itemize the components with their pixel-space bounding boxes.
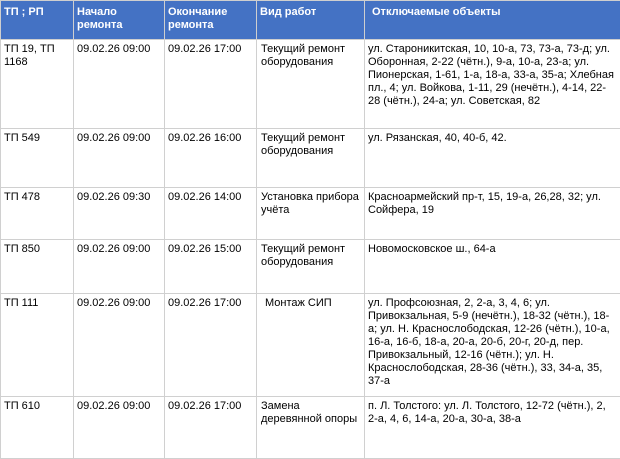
cell-tp: ТП 19, ТП 1168 [1, 40, 74, 129]
header-end: Окончание ремонта [165, 1, 257, 40]
header-start: Начало ремонта [74, 1, 165, 40]
cell-start: 09.02.26 09:00 [74, 40, 165, 129]
cell-tp: ТП 111 [1, 294, 74, 397]
header-tp: ТП ; РП [1, 1, 74, 40]
cell-start: 09.02.26 09:00 [74, 397, 165, 459]
cell-start: 09.02.26 09:30 [74, 188, 165, 240]
cell-objects: ул. Профсоюзная, 2, 2-а, 3, 4, 6; ул. Привокзальная, 5-9 (нечётн.), 18-32 (чётн.), 18-а; ул. Н. Краснослободская, 12-26 (чётн.), 10-а, 16-а, 16-б, 18-а, 20-а, 20-б, 20-г, 20-д, пер. Привокзальный, 12-16 (чётн.); ул. Н. Краснослободская, 28-36 (чётн.), 33, 34-а, 35, 37-а [365, 294, 620, 397]
cell-tp: ТП 850 [1, 240, 74, 294]
table-row [1, 188, 620, 240]
table-row [1, 40, 620, 129]
cell-work: Монтаж СИП [257, 294, 365, 397]
cell-work: Замена деревянной опоры [257, 397, 365, 459]
cell-objects: п. Л. Толстого: ул. Л. Толстого, 12-72 (чётн.), 2, 2-а, 4, 6, 14-а, 20-а, 30-а, 38-а [365, 397, 620, 459]
cell-end: 09.02.26 17:00 [165, 397, 257, 459]
table-row [1, 240, 620, 294]
cell-start: 09.02.26 09:00 [74, 240, 165, 294]
cell-work: Текущий ремонт оборудования [257, 40, 365, 129]
cell-objects: ул. Рязанская, 40, 40-б, 42. [365, 129, 620, 188]
cell-end: 09.02.26 14:00 [165, 188, 257, 240]
cell-end: 09.02.26 16:00 [165, 129, 257, 188]
cell-end: 09.02.26 17:00 [165, 40, 257, 129]
cell-objects: ул. Староникитская, 10, 10-а, 73, 73-а, 73-д; ул. Оборонная, 2-22 (чётн.), 9-а, 10-а, 23-а; ул. Пионерская, 1-61, 1-а, 18-а, 33-а, 35-а; Хлебная пл., 4; ул. Войкова, 1-11, 29 (нечётн.), 4-14, 22-28 (чётн.), 24-а; ул. Советская, 82 [365, 40, 620, 129]
cell-objects: Новомосковское ш., 64-а [365, 240, 620, 294]
cell-tp: ТП 610 [1, 397, 74, 459]
header-objects: Отключаемые объекты [365, 1, 620, 40]
cell-end: 09.02.26 15:00 [165, 240, 257, 294]
table-row [1, 294, 620, 397]
table-row [1, 397, 620, 459]
header-work: Вид работ [257, 1, 365, 40]
table-row [1, 129, 620, 188]
cell-start: 09.02.26 09:00 [74, 294, 165, 397]
cell-tp: ТП 478 [1, 188, 74, 240]
cell-end: 09.02.26 17:00 [165, 294, 257, 397]
cell-tp: ТП 549 [1, 129, 74, 188]
cell-work: Текущий ремонт оборудования [257, 240, 365, 294]
table-header-row [1, 1, 620, 40]
cell-start: 09.02.26 09:00 [74, 129, 165, 188]
cell-objects: Красноармейский пр-т, 15, 19-а, 26,28, 32; ул. Сойфера, 19 [365, 188, 620, 240]
cell-work: Установка прибора учёта [257, 188, 365, 240]
cell-work: Текущий ремонт оборудования [257, 129, 365, 188]
